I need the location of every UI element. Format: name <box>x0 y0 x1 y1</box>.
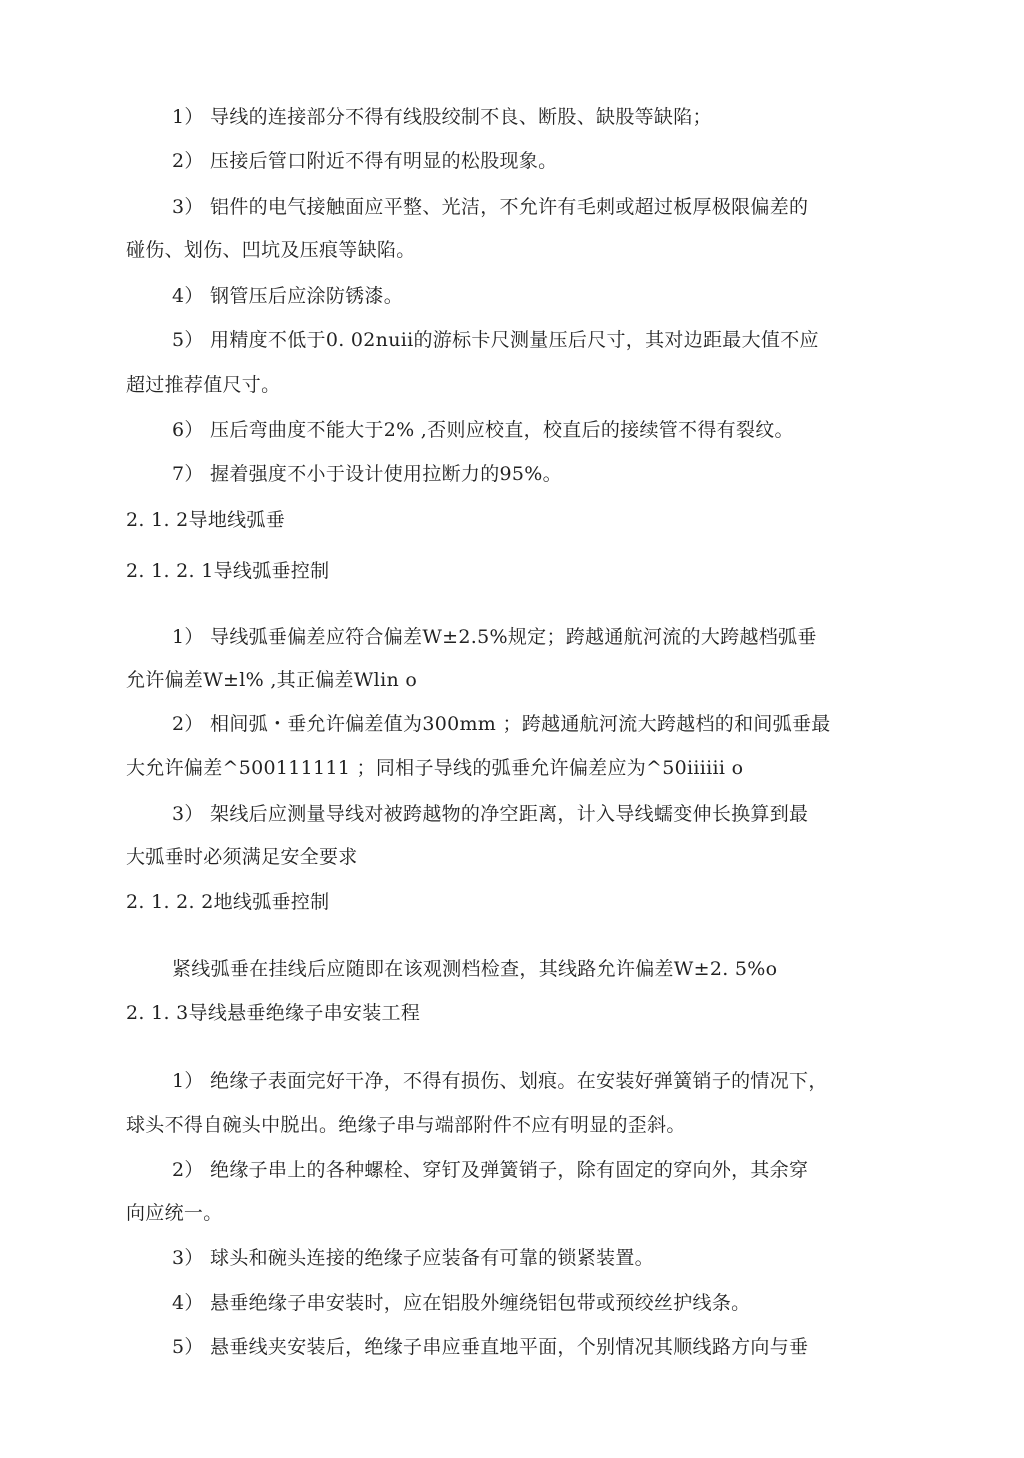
sag-item-3-continuation: 大弧垂时必须满足安全要求 <box>126 846 358 868</box>
insulator-item-5-line: 5） 悬垂线夹安装后，绝缘子串应垂直地平面，个别情况其顺线路方向与垂 <box>172 1336 809 1358</box>
item-2-line: 2） 压接后管口附近不得有明显的松股现象。 <box>172 150 558 172</box>
item-7-line: 7） 握着强度不小于设计使用拉断力的95%。 <box>172 463 562 485</box>
item-1-line: 1） 导线的连接部分不得有线股绞制不良、断股、缺股等缺陷； <box>172 106 712 128</box>
item-4-line: 4） 钢管压后应涂防锈漆。 <box>172 285 404 307</box>
item-3-line: 3） 铝件的电气接触面应平整、光洁，不允许有毛刺或超过板厚极限偏差的 <box>172 196 809 218</box>
section-heading-2-1-2: 2. 1. 2导地线弧垂 <box>126 509 286 531</box>
sag-item-1-line: 1） 导线弧垂偏差应符合偏差W±2.5%规定；跨越通航河流的大跨越档弧垂 <box>172 626 817 648</box>
ground-sag-paragraph: 紧线弧垂在挂线后应随即在该观测档检查，其线路允许偏差W±2. 5%o <box>172 958 778 980</box>
insulator-item-1-continuation: 球头不得自碗头中脱出。绝缘子串与端部附件不应有明显的歪斜。 <box>126 1114 686 1136</box>
item-5-line: 5） 用精度不低于0. 02nuii的游标卡尺测量压后尺寸，其对边距最大值不应 <box>172 329 819 351</box>
insulator-item-4-line: 4） 悬垂绝缘子串安装时，应在铝股外缠绕铝包带或预绞丝护线条。 <box>172 1292 751 1314</box>
sag-item-3-line: 3） 架线后应测量导线对被跨越物的净空距离，计入导线蠕变伸长换算到最 <box>172 803 809 825</box>
insulator-item-3-line: 3） 球头和碗头连接的绝缘子应装备有可靠的锁紧装置。 <box>172 1247 654 1269</box>
insulator-item-1-line: 1） 绝缘子表面完好干净，不得有损伤、划痕。在安装好弹簧销子的情况下， <box>172 1070 828 1092</box>
item-6-line: 6） 压后弯曲度不能大于2% ,否则应校直，校直后的接续管不得有裂纹。 <box>172 419 794 441</box>
insulator-item-2-continuation: 向应统一。 <box>126 1202 223 1224</box>
item-3-continuation: 碰伤、划伤、凹坑及压痕等缺陷。 <box>126 239 416 261</box>
section-heading-2-1-2-1: 2. 1. 2. 1导线弧垂控制 <box>126 560 330 582</box>
sag-item-1-continuation: 允许偏差W±l% ,其正偏差Wlin o <box>126 669 418 691</box>
insulator-item-2-line: 2） 绝缘子串上的各种螺栓、穿钉及弹簧销子，除有固定的穿向外，其余穿 <box>172 1159 809 1181</box>
sag-item-2-continuation: 大允许偏差^500111111 ；同相子导线的弧垂允许偏差应为^50iiiiii o <box>126 757 744 779</box>
sag-item-2-line: 2） 相间弧・垂允许偏差值为300mm ；跨越通航河流大跨越档的和间弧垂最 <box>172 713 831 735</box>
section-heading-2-1-2-2: 2. 1. 2. 2地线弧垂控制 <box>126 891 330 913</box>
item-5-continuation: 超过推荐值尺寸。 <box>126 374 281 396</box>
section-heading-2-1-3: 2. 1. 3导线悬垂绝缘子串安装工程 <box>126 1002 421 1024</box>
